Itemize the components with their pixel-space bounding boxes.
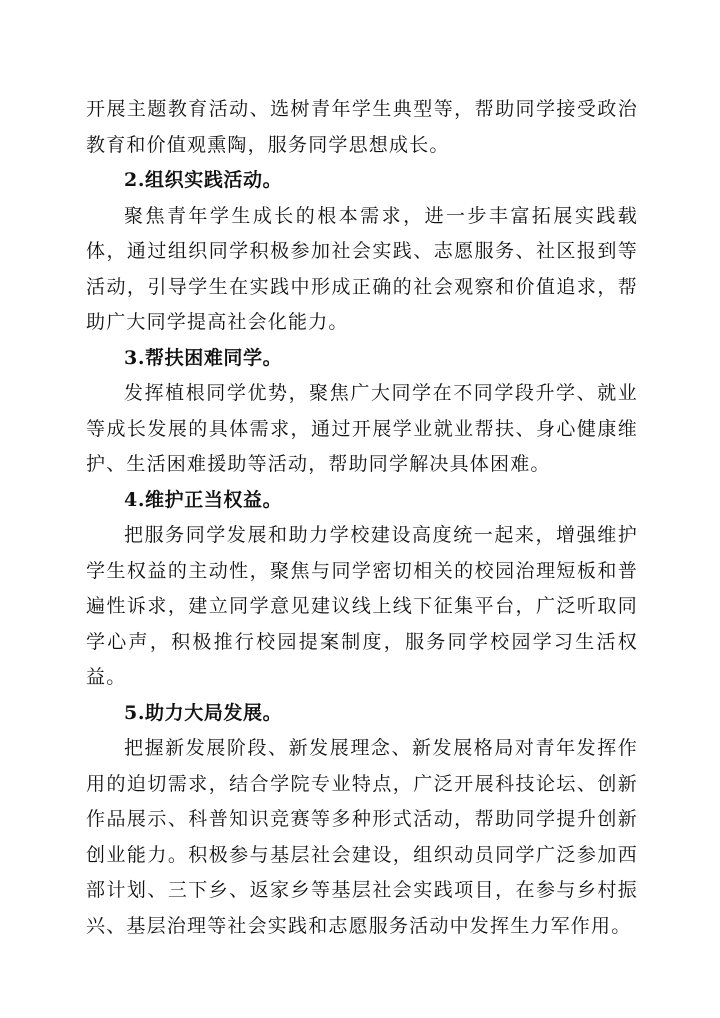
document-body [86, 92, 638, 944]
section-body-5: 把握新发展阶段、新发展理念、新发展格局对青年发挥作用的迫切需求，结合学院专业特点，广泛开展科技论坛、创新作品展示、科普知识竞赛等多种形式活动，帮助同学提升创新创业能力。积极参与基层社会建设，组织动员同学广泛参加西部计划、三下乡、返家乡等基层社会实践项目，在参与乡村振兴、基层治理等社会实践和志愿服务活动中发挥生力军作用。 [86, 737, 638, 937]
section-heading-3: 3.帮扶困难同学。 [124, 346, 283, 369]
section-body-4: 把服务同学发展和助力学校建设高度统一起来，增强维护学生权益的主动性，聚焦与同学密切相关的校园治理短板和普遍性诉求，建立同学意见建议线上线下征集平台，广泛听取同学心声，积极推行校园提案制度，服务同学校园学习生活权益。 [86, 524, 638, 688]
section-heading-2: 2.组织实践活动。 [124, 169, 283, 191]
section-heading-5: 5.助力大局发展。 [124, 701, 283, 724]
section-body-3: 发挥植根同学优势，聚焦广大同学在不同学段升学、就业等成长发展的具体需求，通过开展学业就业帮扶、身心健康维护、生活困难援助等活动，帮助同学解决具体困难。 [86, 382, 638, 475]
intro-paragraph: 开展主题教育活动、选树青年学生典型等，帮助同学接受政治教育和价值观熏陶，服务同学思想成长。 [86, 98, 638, 156]
section-heading-4: 4.维护正当权益。 [124, 488, 283, 511]
section-body-2: 聚焦青年学生成长的根本需求，进一步丰富拓展实践载体，通过组织同学积极参加社会实践、志愿服务、社区报到等活动，引导学生在实践中形成正确的社会观察和价值追求，帮助广大同学提高社会化能力。 [86, 204, 638, 333]
